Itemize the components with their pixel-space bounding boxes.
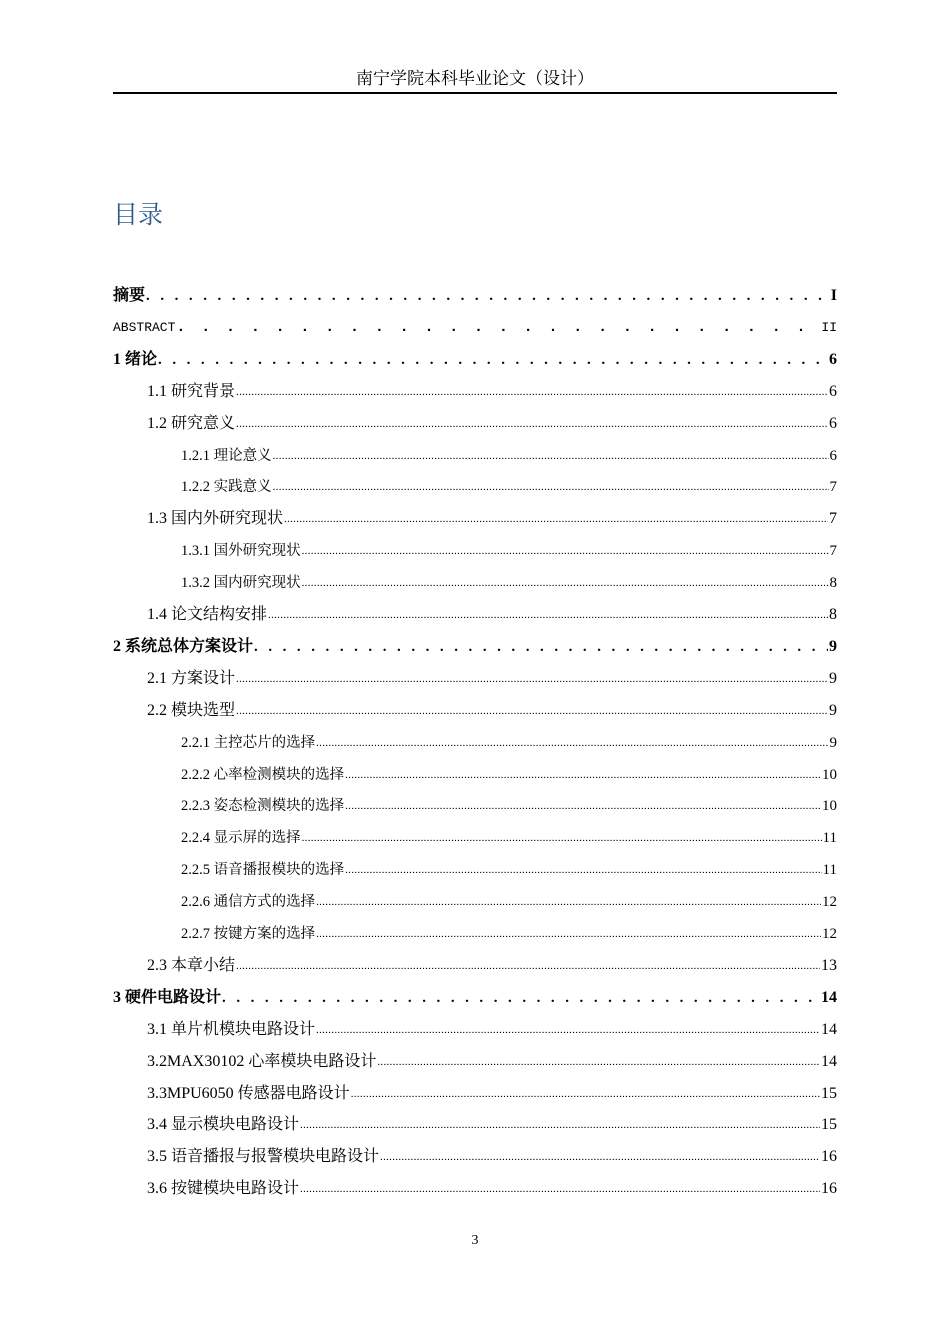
- toc-entry-label: 1.1 研究背景: [147, 382, 236, 400]
- toc-entry-page: 8: [829, 575, 837, 592]
- toc-entry[interactable]: [147, 1178, 837, 1200]
- toc-entry[interactable]: [113, 349, 837, 371]
- toc-entry-label: 3.6 按键模块电路设计: [147, 1180, 300, 1198]
- toc-entry-page: 9: [829, 701, 837, 719]
- toc-entry-page: 10: [822, 798, 837, 815]
- toc-entry[interactable]: [181, 764, 837, 786]
- toc-entry-label: 3.3MPU6050 传感器电路设计: [147, 1084, 350, 1102]
- toc-entry-page: 15: [821, 1084, 837, 1102]
- toc-entry-label: 1.3.1 国外研究现状: [181, 543, 301, 560]
- toc-entry[interactable]: [181, 795, 837, 817]
- toc-leader-dots: [236, 955, 820, 977]
- toc-entry-label: 1.3 国内外研究现状: [147, 510, 284, 528]
- page-number: 3: [471, 1233, 479, 1248]
- toc-entry-label: 2.2.2 心率检测模块的选择: [181, 766, 345, 783]
- toc-entry[interactable]: [113, 317, 837, 339]
- toc-entry-label: 2.2.5 语音播报模块的选择: [181, 862, 345, 879]
- toc-entry-page: 14: [821, 1020, 837, 1038]
- toc-entry-label: 1.2.1 理论意义: [181, 447, 272, 464]
- toc-entry[interactable]: [113, 987, 837, 1009]
- toc-entry-page: 7: [829, 479, 837, 496]
- toc-entry-page: 16: [821, 1180, 837, 1198]
- toc-leader-dots: [300, 1178, 820, 1200]
- toc-entry[interactable]: [181, 859, 837, 881]
- toc-leader-dots: [222, 987, 820, 1009]
- toc-leader-dots: [345, 859, 821, 881]
- toc-entry-page: 9: [829, 637, 837, 655]
- toc-entry-label: 2.3 本章小结: [147, 956, 236, 974]
- toc-entry-page: 11: [822, 862, 837, 879]
- toc-entry[interactable]: [181, 891, 837, 913]
- toc-entry-page: 9: [829, 734, 837, 751]
- toc-leader-dots: [302, 540, 829, 562]
- toc-entry-page: 12: [822, 894, 837, 911]
- toc-entry-label: 1 绪论: [113, 350, 158, 368]
- toc-entry-page: 13: [821, 956, 837, 974]
- toc-leader-dots: [176, 317, 820, 339]
- toc-entry-page: 7: [829, 543, 837, 560]
- toc-entry[interactable]: [147, 1114, 837, 1136]
- toc-entry-page: 6: [829, 414, 837, 432]
- toc-leader-dots: [273, 476, 829, 498]
- toc-entry[interactable]: [147, 1083, 837, 1105]
- toc-leader-dots: [316, 1019, 820, 1041]
- toc-leader-dots: [146, 285, 830, 307]
- toc-entry[interactable]: [181, 572, 837, 594]
- toc-leader-dots: [236, 381, 828, 403]
- toc-leader-dots: [300, 1114, 820, 1136]
- toc-entry[interactable]: [113, 636, 837, 658]
- toc-leader-dots: [345, 795, 821, 817]
- toc-leader-dots: [302, 827, 822, 849]
- toc-leader-dots: [158, 349, 828, 371]
- toc-leader-dots: [316, 923, 821, 945]
- toc-entry-label: 2 系统总体方案设计: [113, 637, 254, 655]
- toc-entry-page: 12: [822, 926, 837, 942]
- toc-leader-dots: [316, 891, 821, 913]
- toc-entry-label: 3.4 显示模块电路设计: [147, 1116, 300, 1134]
- toc-entry[interactable]: [147, 381, 837, 403]
- toc-entry-page: 14: [821, 1052, 837, 1070]
- toc-entry-label: 2.2.3 姿态检测模块的选择: [181, 798, 345, 815]
- toc-entry-page: 16: [821, 1148, 837, 1166]
- toc-entry-page: 10: [822, 766, 837, 783]
- toc-leader-dots: [380, 1146, 820, 1168]
- toc-entry[interactable]: [181, 732, 837, 754]
- toc-entry-page: 6: [829, 350, 837, 368]
- toc-leader-dots: [345, 764, 821, 786]
- toc-entry-label: 1.2 研究意义: [147, 414, 236, 432]
- toc-entry-label: 1.3.2 国内研究现状: [181, 575, 301, 592]
- toc-leader-dots: [236, 668, 828, 690]
- toc-leader-dots: [351, 1083, 820, 1105]
- toc-leader-dots: [268, 604, 828, 626]
- toc-entry[interactable]: [181, 540, 837, 562]
- toc-entry[interactable]: [181, 476, 837, 498]
- toc-entry[interactable]: [147, 700, 837, 722]
- toc-entry-label: 摘要: [113, 287, 146, 304]
- toc-entry-label: 2.2.4 显示屏的选择: [181, 830, 301, 847]
- toc-entry-label: 3.5 语音播报与报警模块电路设计: [147, 1148, 380, 1166]
- page-header: 南宁学院本科毕业论文（设计）: [113, 68, 837, 94]
- toc-leader-dots: [236, 413, 828, 435]
- toc-entry-page: 11: [822, 830, 837, 847]
- toc-entry[interactable]: [181, 445, 837, 467]
- toc-title: 目录: [113, 200, 164, 229]
- toc-entry-page: 8: [829, 606, 837, 623]
- toc-entry-label: 1.4 论文结构安排: [147, 606, 268, 623]
- toc-entry[interactable]: [147, 1019, 837, 1041]
- toc-entry[interactable]: [113, 285, 837, 307]
- toc-entry-page: 6: [829, 447, 837, 464]
- toc-entry-page: 9: [829, 669, 837, 687]
- toc-entry-label: 3 硬件电路设计: [113, 988, 222, 1006]
- toc-entry-label: ABSTRACT: [113, 319, 176, 335]
- toc-entry-page: 6: [829, 382, 837, 400]
- toc-leader-dots: [236, 700, 828, 722]
- toc-entry[interactable]: [181, 923, 837, 945]
- toc-entry[interactable]: [147, 668, 837, 690]
- toc-entry[interactable]: [147, 604, 837, 626]
- toc-entry[interactable]: [147, 1051, 837, 1073]
- toc-entry-label: 2.2 模块选型: [147, 701, 236, 719]
- toc-entry-label: 2.2.7 按键方案的选择: [181, 926, 316, 942]
- toc-entry-label: 2.1 方案设计: [147, 669, 236, 687]
- toc-entry-page: 15: [821, 1116, 837, 1134]
- toc-entry[interactable]: [147, 955, 837, 977]
- toc-entry-label: 2.2.1 主控芯片的选择: [181, 734, 316, 751]
- toc-entry-page: II: [821, 319, 837, 335]
- toc-leader-dots: [273, 445, 829, 467]
- toc-leader-dots: [284, 508, 828, 530]
- toc-leader-dots: [302, 572, 829, 594]
- toc-entry[interactable]: [181, 827, 837, 849]
- toc-leader-dots: [316, 732, 828, 754]
- toc-entry-label: 3.2MAX30102 心率模块电路设计: [147, 1052, 377, 1070]
- toc-entry-page: I: [830, 287, 837, 304]
- toc-entry-label: 3.1 单片机模块电路设计: [147, 1020, 316, 1038]
- toc-entry[interactable]: [147, 1146, 837, 1168]
- toc-entry-page: 7: [829, 510, 837, 528]
- toc-leader-dots: [254, 636, 828, 658]
- toc-entry[interactable]: [147, 508, 837, 530]
- toc-entry-label: 2.2.6 通信方式的选择: [181, 894, 316, 911]
- toc-entry[interactable]: [147, 413, 837, 435]
- toc-leader-dots: [377, 1051, 820, 1073]
- toc-entry-label: 1.2.2 实践意义: [181, 479, 272, 496]
- toc-entry-page: 14: [821, 988, 837, 1006]
